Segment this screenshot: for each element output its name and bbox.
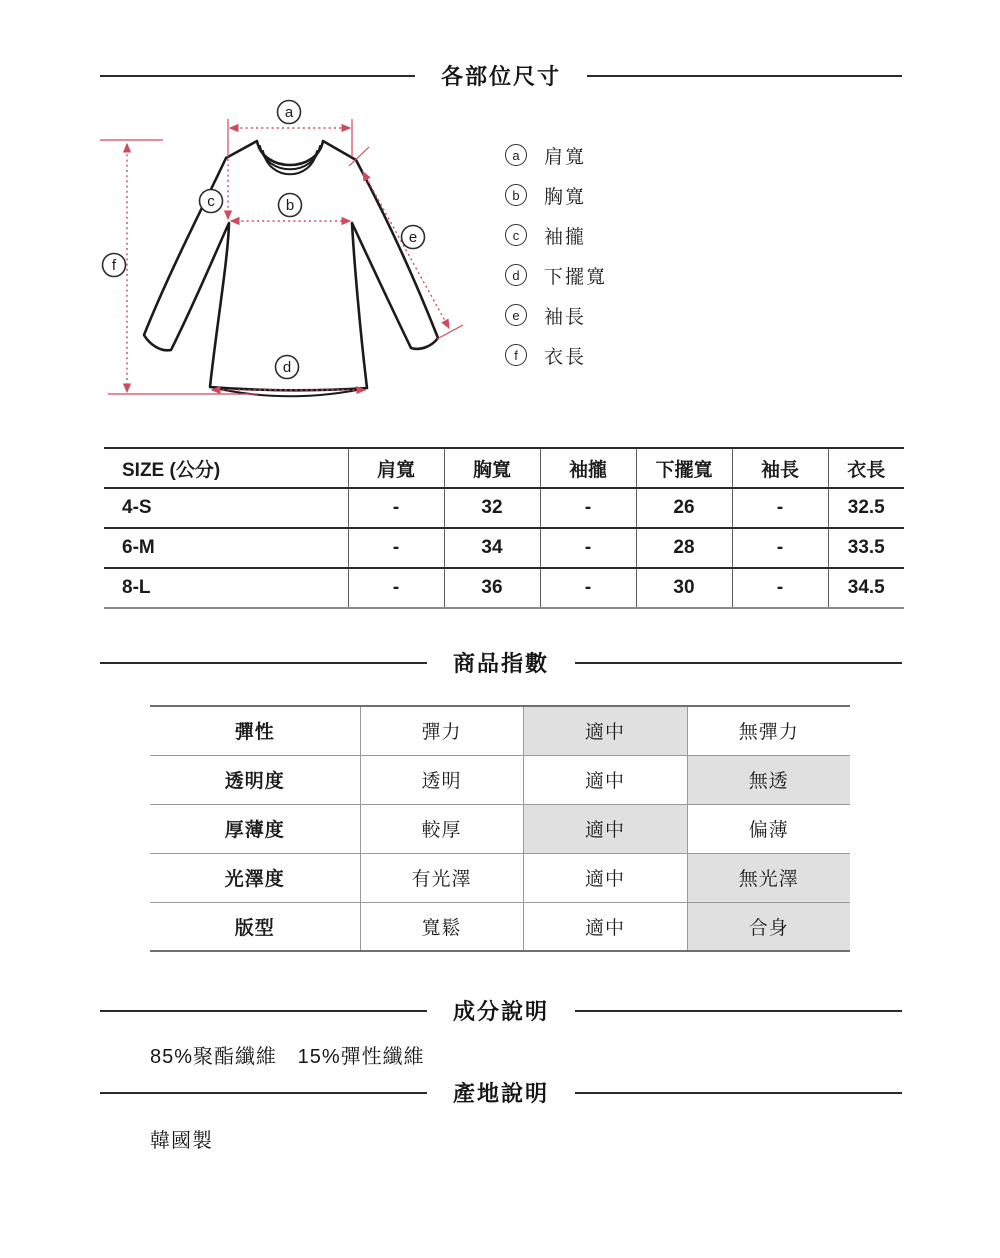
size-table-header: 袖攏 (540, 448, 636, 488)
size-value: 33.5 (828, 528, 904, 568)
size-value: 32 (444, 488, 540, 528)
point-marker: f (505, 344, 527, 366)
svg-text:b: b (285, 197, 295, 214)
point-label-f (103, 254, 126, 277)
section-title-index: 商品指數 (453, 651, 550, 676)
index-table-row (150, 853, 850, 902)
divider-line (100, 75, 415, 77)
size-table-row (104, 488, 904, 528)
section-header-index (100, 647, 902, 678)
legend-term: 胸寬 (544, 186, 587, 208)
index-option: 偏薄 (687, 804, 850, 853)
divider-line (100, 1010, 427, 1012)
point-label-b (279, 194, 302, 217)
svg-text:c: c (207, 193, 215, 210)
size-table-header: 衣長 (828, 448, 904, 488)
point-label-e (402, 226, 425, 249)
size-table-header: 胸寬 (444, 448, 540, 488)
index-attribute-label: 厚薄度 (150, 804, 360, 853)
svg-text:d: d (282, 359, 292, 376)
point-marker: e (505, 304, 527, 326)
size-table (104, 447, 904, 609)
size-label: 6-M (104, 528, 348, 568)
divider-line (575, 1092, 902, 1094)
size-value: - (732, 568, 828, 608)
composition-item: 85%聚酯纖維 (150, 1046, 278, 1068)
section-title-composition: 成分說明 (453, 999, 550, 1024)
index-option: 無彈力 (687, 706, 850, 755)
size-value: - (732, 528, 828, 568)
index-option: 適中 (523, 755, 687, 804)
divider-line (100, 662, 427, 664)
point-label-a (278, 101, 301, 124)
divider-line (575, 662, 902, 664)
size-value: - (732, 488, 828, 528)
legend-item-shoulder (505, 135, 607, 175)
index-option: 寬鬆 (360, 902, 523, 951)
legend-item-hem (505, 255, 607, 295)
garment-diagram (90, 95, 490, 425)
index-option: 彈力 (360, 706, 523, 755)
point-marker: a (505, 144, 527, 166)
svg-text:a: a (284, 104, 294, 121)
legend-term: 衣長 (544, 346, 587, 368)
divider-line (587, 75, 902, 77)
index-table-row (150, 755, 850, 804)
size-table-row (104, 568, 904, 608)
section-title-measurements: 各部位尺寸 (441, 64, 562, 89)
product-index-table (150, 705, 850, 952)
index-option-selected: 合身 (687, 902, 850, 951)
size-table-header: 袖長 (732, 448, 828, 488)
size-table-header: 下擺寬 (636, 448, 732, 488)
index-table-row (150, 804, 850, 853)
legend-item-sleeve (505, 295, 607, 335)
section-header-origin (100, 1077, 902, 1108)
size-table-row (104, 528, 904, 568)
point-marker: b (505, 184, 527, 206)
index-attribute-label: 彈性 (150, 706, 360, 755)
size-value: 32.5 (828, 488, 904, 528)
divider-line (575, 1010, 902, 1012)
size-table-header-size: SIZE (公分) (104, 448, 348, 488)
index-option: 較厚 (360, 804, 523, 853)
index-option: 適中 (523, 902, 687, 951)
legend-term: 袖攏 (544, 226, 587, 248)
size-value: 36 (444, 568, 540, 608)
measurement-legend (505, 135, 607, 375)
size-value: - (348, 568, 444, 608)
index-attribute-label: 版型 (150, 902, 360, 951)
section-title-origin: 產地說明 (453, 1081, 550, 1106)
size-value: - (540, 488, 636, 528)
size-value: 26 (636, 488, 732, 528)
index-option-selected: 適中 (523, 804, 687, 853)
point-label-d (276, 356, 299, 379)
size-table-header-row (104, 448, 904, 488)
size-table-header: 肩寬 (348, 448, 444, 488)
index-option-selected: 無透 (687, 755, 850, 804)
origin-text: 韓國製 (150, 1130, 213, 1152)
index-attribute-label: 透明度 (150, 755, 360, 804)
size-value: - (348, 488, 444, 528)
legend-term: 袖長 (544, 306, 587, 328)
legend-term: 肩寬 (544, 146, 587, 168)
index-attribute-label: 光澤度 (150, 853, 360, 902)
index-table-row (150, 902, 850, 951)
size-value: 34.5 (828, 568, 904, 608)
svg-text:e: e (408, 229, 418, 246)
point-marker: c (505, 224, 527, 246)
size-value: - (348, 528, 444, 568)
legend-item-armhole (505, 215, 607, 255)
index-option-selected: 適中 (523, 706, 687, 755)
legend-term: 下擺寬 (544, 266, 608, 288)
legend-item-length (505, 335, 607, 375)
composition-text (150, 1040, 425, 1069)
index-option: 有光澤 (360, 853, 523, 902)
index-option: 透明 (360, 755, 523, 804)
size-value: 28 (636, 528, 732, 568)
size-label: 8-L (104, 568, 348, 608)
point-label-c (200, 190, 223, 213)
size-value: 34 (444, 528, 540, 568)
section-header-composition (100, 995, 902, 1026)
point-marker: d (505, 264, 527, 286)
size-label: 4-S (104, 488, 348, 528)
legend-item-chest (505, 175, 607, 215)
section-header-measurements (100, 60, 902, 91)
svg-text:f: f (111, 257, 117, 274)
index-option-selected: 無光澤 (687, 853, 850, 902)
size-value: 30 (636, 568, 732, 608)
index-table-row (150, 706, 850, 755)
composition-item: 15%彈性纖維 (297, 1046, 425, 1068)
divider-line (100, 1092, 427, 1094)
index-option: 適中 (523, 853, 687, 902)
size-value: - (540, 568, 636, 608)
size-value: - (540, 528, 636, 568)
